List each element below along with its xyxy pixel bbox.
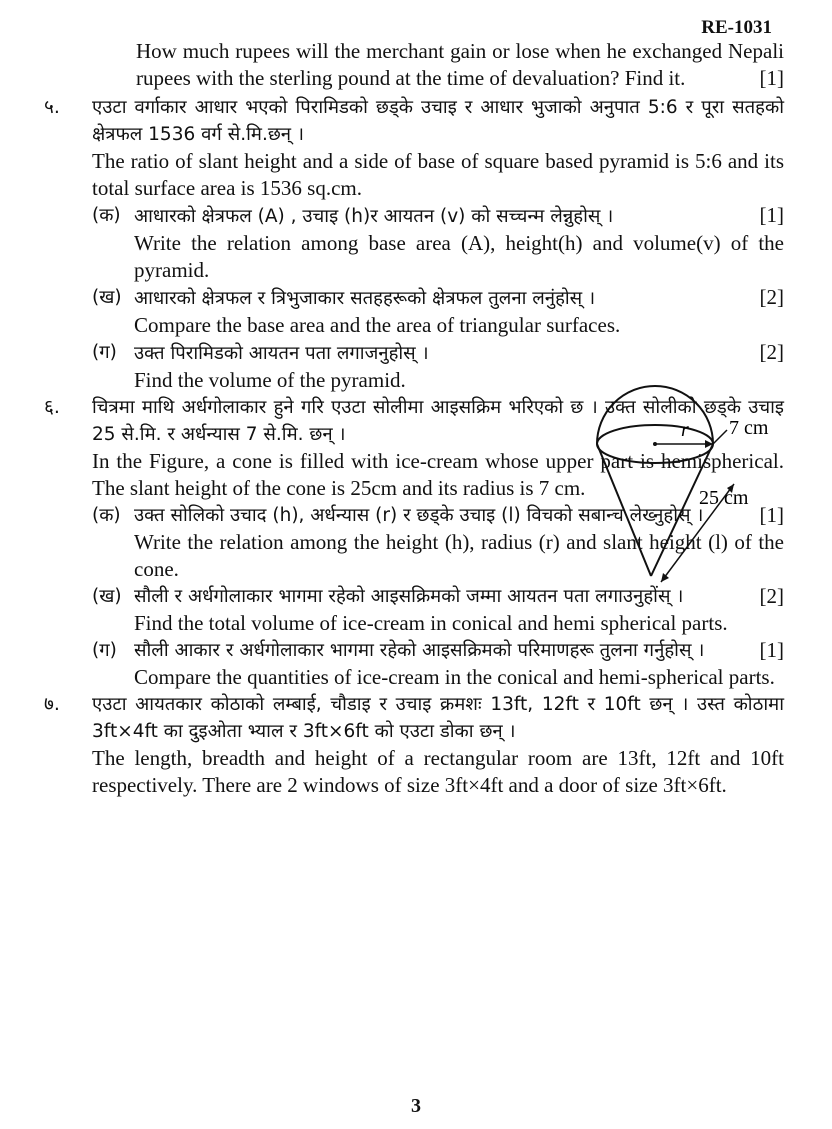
question-5 (44, 94, 784, 202)
hemisphere-outline (597, 386, 713, 444)
part-nepali: सौली आकार र अर्धगोलाकार भागमा रहेको आइसक्रिमको परिमाणहरू तुलना गर्नुहोस् । (134, 640, 705, 661)
question-english: In the Figure, a cone is filled with ice-cream whose upper part is hemispherical. The slant height of the cone is 25cm and its radius is 7 cm. (92, 449, 784, 500)
question-6 (44, 394, 784, 509)
q5-part-a (44, 202, 784, 284)
part-label: (ग) (92, 640, 117, 661)
part-english: Compare the base area and the area of triangular surfaces. (134, 313, 621, 337)
q5-part-b (44, 284, 784, 339)
part-english: Write the relation among the height (h), radius (r) and slant height (l) of the cone. (134, 530, 784, 581)
slant-value: 25 cm (699, 487, 749, 509)
paper-code: RE-1031 (701, 17, 772, 38)
question-nepali: एउटा आयतकार कोठाको लम्बाई, चौडाइ र उचाइ क्रमशः 13ft, 12ft र 10ft छन् । उस्त कोठामा 3ft×4ft का दुइओता भ्याल र 3ft×6ft को एउटा डोका छन् । (92, 694, 784, 742)
part-label: (ख) (92, 287, 122, 308)
part-label: (ग) (92, 342, 117, 363)
part-nepali: सौली र अर्धगोलाकार भागमा रहेको आइसक्रिमको जम्मा आयतन पता लगाउनुहोंस् । (134, 586, 684, 607)
cone-left-side (597, 444, 651, 576)
q6-part-c (44, 637, 784, 691)
page-number: 3 (411, 1095, 421, 1117)
question-nepali: एउटा वर्गाकार आधार भएको पिरामिडको छड्के उचाइ र आधार भुजाको अनुपात 5:6 र पूरा सतहको क्षेत्रफल 1536 वर्ग से.मि.छन् । (92, 97, 784, 145)
part-nepali: आधारको क्षेत्रफल र त्रिभुजाकार सतहहरूको क्षेत्रफल तुलना लनुंहोस् । (134, 288, 596, 309)
carryover-marks: [1] (759, 66, 784, 90)
part-marks: [2] (759, 285, 784, 309)
part-label: (क) (92, 205, 121, 226)
question-number: ५. (44, 96, 60, 118)
part-nepali: उक्त सोलिको उचाद (h), अर्धन्यास (r) र छड्के उचाइ (l) विचको सबान्च लेख्नुहोस् । (134, 505, 704, 526)
question-nepali: चित्रमा माथि अर्धगोलाकार हुने गरि एउटा सोलीमा आइसक्रिम भरिएको छ । उक्त सोलीको छड्के उचाइ 25 से.मि. र अर्धन्यास 7 से.मि. छन् । (92, 397, 784, 445)
part-label: (ख) (92, 586, 122, 607)
part-marks: [2] (759, 340, 784, 364)
question-number: ६. (44, 396, 60, 418)
carryover-text: How much rupees will the merchant gain or lose when he exchanged Nepali rupees with the sterling pound at the time of devaluation? Find it. (136, 39, 784, 90)
part-marks: [1] (759, 503, 784, 527)
exam-page (44, 38, 784, 799)
question-english: The length, breadth and height of a rectangular room are 13ft, 12ft and 10ft respectively. There are 2 windows of size 3ft×4ft and a door of size 3ft×6ft. (92, 746, 784, 797)
radius-label: r (681, 419, 689, 441)
part-english: Compare the quantities of ice-cream in the conical and hemi-spherical parts. (134, 665, 775, 689)
part-nepali: आधारको क्षेत्रफल (A) , उचाइ (h)र आयतन (v) को सच्चन्म लेन्नुहोस् । (134, 206, 614, 227)
carryover-question (44, 38, 784, 92)
part-nepali: उक्त पिरामिडको आयतन पता लगाजनुहोस् । (134, 343, 429, 364)
radius-value: 7 cm (729, 417, 769, 439)
q6-part-b (44, 583, 784, 637)
part-english: Write the relation among base area (A), height(h) and volume(v) of the pyramid. (134, 231, 784, 282)
question-7 (44, 691, 784, 799)
part-english: Find the total volume of ice-cream in conical and hemi spherical parts. (134, 611, 728, 635)
cone-figure (589, 386, 789, 586)
part-marks: [1] (759, 638, 784, 662)
question-english: The ratio of slant height and a side of base of square based pyramid is 5:6 and its total surface area is 1536 sq.cm. (92, 149, 784, 200)
part-english: Find the volume of the pyramid. (134, 368, 406, 392)
part-marks: [2] (759, 584, 784, 608)
part-label: (क) (92, 505, 121, 526)
question-number: ७. (44, 693, 60, 715)
part-marks: [1] (759, 203, 784, 227)
